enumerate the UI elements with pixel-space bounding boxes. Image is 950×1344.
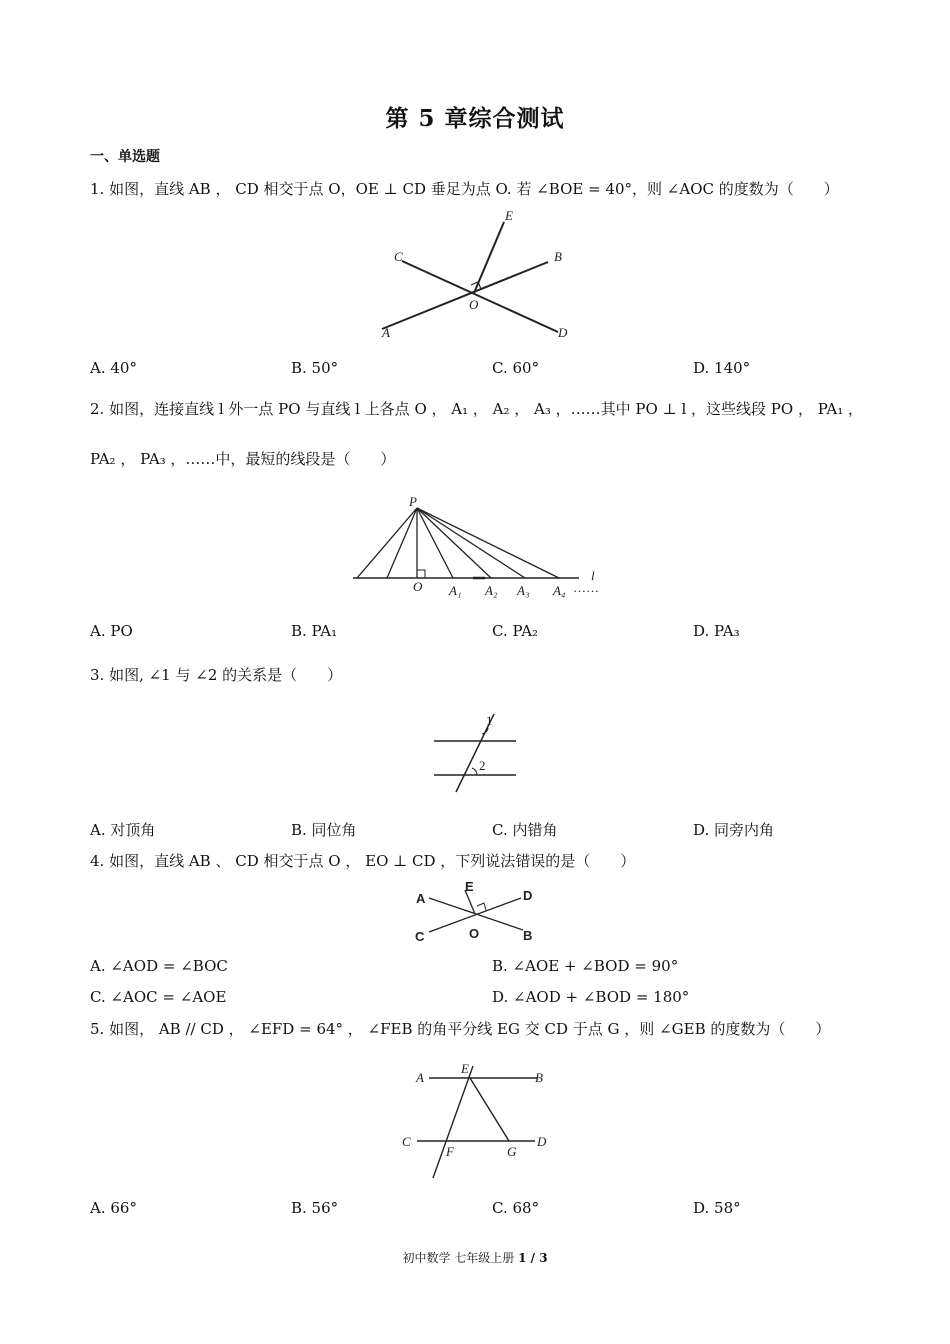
- figure-label: B: [554, 249, 562, 264]
- option-c[interactable]: C. PA₂: [492, 622, 539, 640]
- figure-label: D: [558, 325, 568, 340]
- figure-label: A₂: [485, 583, 498, 598]
- figure-label: A: [416, 1070, 424, 1085]
- figure-label: E: [505, 208, 513, 223]
- option-a[interactable]: A. ∠AOD = ∠BOC: [90, 957, 228, 975]
- option-a[interactable]: A. PO: [90, 622, 133, 640]
- option-b[interactable]: B. 50°: [291, 359, 339, 377]
- option-c[interactable]: C. 内错角: [492, 821, 558, 839]
- question-3-stem: 3. 如图, ∠1 与 ∠2 的关系是（ ）: [90, 666, 343, 684]
- figure-label: A: [382, 325, 390, 340]
- page-title: 第 5 章综合测试: [385, 105, 565, 132]
- footer-subject: 初中数学 七年级上册: [402, 1251, 515, 1265]
- option-c[interactable]: C. ∠AOC = ∠AOE: [90, 988, 227, 1006]
- figure-label: E: [465, 879, 474, 894]
- option-a[interactable]: A. 对顶角: [90, 821, 156, 839]
- figure-label: A: [416, 891, 426, 906]
- figure-label: G: [507, 1144, 517, 1159]
- question-2-stem-line1: 2. 如图，连接直线 l 外一点 PO 与直线 l 上各点 O ， A₁ ， A₂ ， A₃ ，……其中 PO ⊥ l ，这些线段 PO ， PA₁ ，: [90, 400, 864, 418]
- option-b[interactable]: B. PA₁: [291, 622, 338, 640]
- page-number: 1 / 3: [518, 1251, 548, 1265]
- figure-label: B: [523, 928, 533, 943]
- figure-label: O: [469, 926, 480, 941]
- option-c[interactable]: C. 60°: [492, 359, 540, 377]
- option-d[interactable]: D. 同旁内角: [693, 821, 775, 839]
- section-heading: 一、单选题: [90, 149, 160, 165]
- figure-label: 1: [486, 713, 493, 728]
- option-a[interactable]: A. 66°: [90, 1199, 137, 1217]
- figure-label: D: [537, 1134, 547, 1149]
- figure-label: O: [469, 297, 479, 312]
- figure-label: C: [402, 1134, 411, 1149]
- figure-label: P: [409, 494, 417, 509]
- question-1-stem: 1. 如图，直线 AB ， CD 相交于点 O，OE ⊥ CD 垂足为点 O. 若 ∠BOE = 40°，则 ∠AOC 的度数为（ ）: [90, 180, 839, 198]
- figure-label: F: [446, 1144, 454, 1159]
- question-3-figure: [430, 708, 530, 798]
- figure-label: O: [413, 579, 423, 594]
- question-4-stem: 4. 如图，直线 AB 、 CD 相交于点 O ， EO ⊥ CD ，下列说法错误的是（ ）: [90, 852, 636, 870]
- question-5-figure: [395, 1058, 565, 1186]
- question-2-stem-line2: PA₂ ， PA₃ ，……中，最短的线段是（ ）: [90, 450, 396, 468]
- option-d[interactable]: D. 140°: [693, 359, 751, 377]
- figure-label: C: [394, 249, 403, 264]
- question-5-stem: 5. 如图， AB // CD ， ∠EFD = 64° ， ∠FEB 的角平分线 EG 交 CD 于点 G ，则 ∠GEB 的度数为（ ）: [90, 1020, 831, 1038]
- figure-label: 2: [479, 758, 486, 773]
- option-d[interactable]: D. PA₃: [693, 622, 740, 640]
- figure-label: E: [461, 1061, 469, 1076]
- question-4-figure: [405, 876, 555, 946]
- figure-label: B: [535, 1070, 543, 1085]
- question-1-figure: [370, 205, 590, 345]
- option-d[interactable]: D. 58°: [693, 1199, 741, 1217]
- option-b[interactable]: B. 56°: [291, 1199, 339, 1217]
- option-b[interactable]: B. ∠AOE + ∠BOD = 90°: [492, 957, 679, 975]
- figure-label: l: [591, 568, 595, 583]
- figure-label: ……: [573, 580, 599, 595]
- question-2-figure: [345, 492, 610, 604]
- option-d[interactable]: D. ∠AOD + ∠BOD = 180°: [492, 988, 690, 1006]
- figure-label: C: [415, 929, 425, 944]
- option-b[interactable]: B. 同位角: [291, 821, 357, 839]
- figure-label: A₄: [553, 583, 566, 598]
- option-c[interactable]: C. 68°: [492, 1199, 540, 1217]
- figure-label: D: [523, 888, 533, 903]
- option-a[interactable]: A. 40°: [90, 359, 137, 377]
- page-footer: [0, 1249, 950, 1266]
- figure-label: A₃: [517, 583, 530, 598]
- figure-label: A₁: [449, 583, 462, 598]
